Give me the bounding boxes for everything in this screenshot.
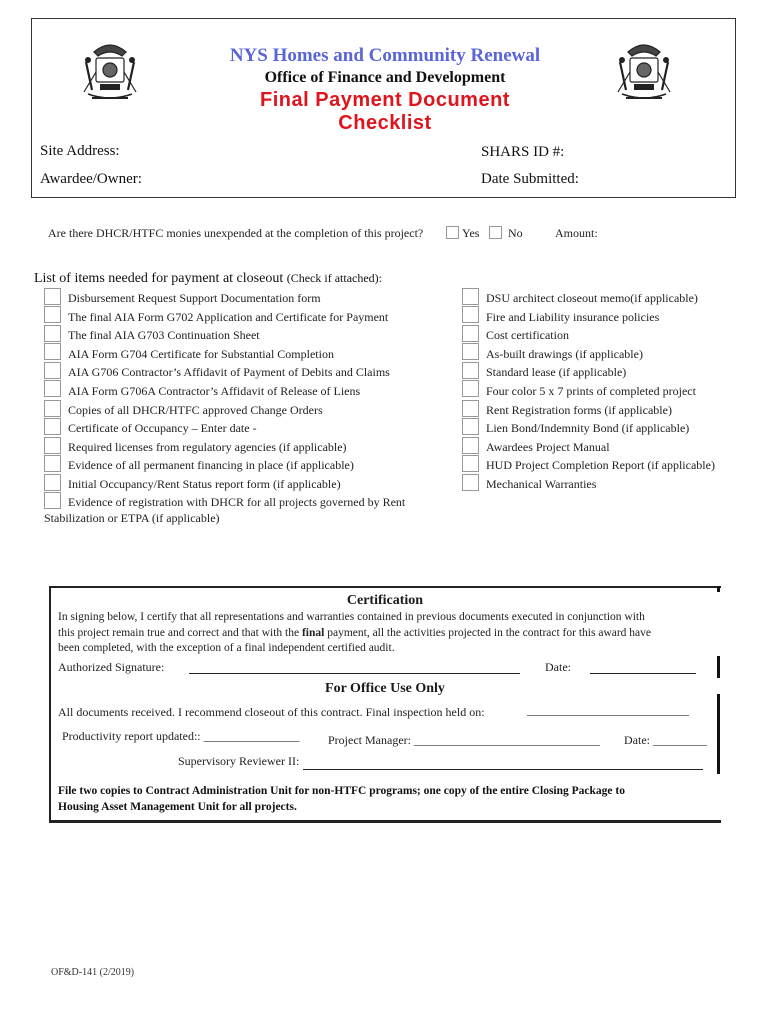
cert-right-edge-mid [717, 656, 720, 678]
left-item-label: Evidence of registration with DHCR for all projects governed by Rent [68, 495, 406, 509]
right-item-label: Four color 5 x 7 prints of completed project [486, 384, 696, 398]
left-item-label: AIA Form G704 Certificate for Substantial Completion [68, 347, 334, 361]
right-item-label: Awardees Project Manual [486, 440, 610, 454]
left-item-label: AIA Form G706A Contractor’s Affidavit of Release of Liens [68, 384, 361, 398]
items-list-heading-text: List of items needed for payment at closeout [34, 271, 284, 286]
cert-final-word: final [301, 626, 325, 639]
right-item-checkbox[interactable] [462, 418, 479, 435]
items-list-heading-note: (Check if attached): [286, 271, 383, 285]
left-item-label: Initial Occupancy/Rent Status report form (if applicable) [68, 477, 341, 491]
left-item-checkbox[interactable] [44, 380, 61, 397]
yes-label: Yes [462, 226, 480, 240]
certification-title: Certification [346, 593, 424, 608]
right-item-checkbox[interactable] [462, 400, 479, 417]
left-item-label: Evidence of all permanent financing in place (if applicable) [68, 458, 354, 472]
signature-line[interactable] [189, 673, 520, 674]
right-item-label: Fire and Liability insurance policies [486, 310, 660, 324]
right-item-checkbox[interactable] [462, 343, 479, 360]
cert-line-2a: this project remain true and correct and that with the [58, 626, 302, 639]
left-item-checkbox[interactable] [44, 474, 61, 491]
left-item-checkbox[interactable] [44, 325, 61, 342]
cert-line-1: In signing below, I certify that all representations and warranties contained in previous documents executed in conjunction with [58, 611, 645, 623]
form-id: OF&D-141 (2/2019) [51, 967, 135, 978]
cert-date-line[interactable] [590, 673, 696, 674]
left-item-checkbox[interactable] [44, 343, 61, 360]
left-item-label: The final AIA Form G702 Application and Certificate for Payment [68, 310, 389, 324]
right-item-label: As-built drawings (if applicable) [486, 347, 643, 361]
left-item-label-continuation: Stabilization or ETPA (if applicable) [44, 511, 220, 525]
right-item-label: Lien Bond/Indemnity Bond (if applicable) [486, 421, 690, 435]
right-item-label: Standard lease (if applicable) [486, 365, 627, 379]
right-item-label: Cost certification [486, 328, 569, 342]
left-item-label: Certificate of Occupancy – Enter date - [68, 421, 257, 435]
right-item-label: Mechanical Warranties [486, 477, 597, 491]
right-item-checkbox[interactable] [462, 437, 479, 454]
left-item-checkbox[interactable] [44, 306, 61, 323]
agency-title: NYS Homes and Community Renewal [229, 45, 541, 66]
supervisory-reviewer-label: Supervisory Reviewer II: [178, 754, 300, 768]
right-item-checkbox[interactable] [462, 474, 479, 491]
left-item-label: Copies of all DHCR/HTFC approved Change Orders [68, 403, 323, 417]
certification-text [58, 610, 716, 657]
left-item-checkbox[interactable] [44, 455, 61, 472]
right-item-checkbox[interactable] [462, 325, 479, 342]
office-date-field[interactable]: Date: _________ [624, 733, 707, 747]
right-item-label: HUD Project Completion Report (if applicable) [486, 458, 715, 472]
right-item-checkbox[interactable] [462, 288, 479, 305]
amount-label: Amount: [555, 226, 598, 240]
supervisory-reviewer-line[interactable] [303, 769, 703, 770]
right-item-label: DSU architect closeout memo(if applicable) [486, 291, 698, 305]
cert-right-edge-low [717, 694, 720, 774]
date-submitted-label: Date Submitted: [481, 171, 579, 187]
left-item-label: Disbursement Request Support Documentation form [68, 291, 321, 305]
left-item-label: The final AIA G703 Continuation Sheet [68, 328, 260, 342]
project-manager-field[interactable]: Project Manager: _______________________________ [328, 733, 600, 747]
filing-instructions [58, 784, 712, 815]
left-item-checkbox[interactable] [44, 362, 61, 379]
final-inspection-blank[interactable]: ___________________________ [527, 703, 689, 717]
unexpended-monies-question: Are there DHCR/HTFC monies unexpended at the completion of this project? [48, 226, 424, 240]
filing-instructions-line2: Housing Asset Management Unit for all projects. [58, 800, 297, 813]
right-item-checkbox[interactable] [462, 306, 479, 323]
cert-date-label: Date: [545, 660, 571, 674]
left-item-checkbox[interactable] [44, 437, 61, 454]
right-item-checkbox[interactable] [462, 362, 479, 379]
shars-id-label: SHARS ID #: [481, 144, 565, 160]
left-item-label: Required licenses from regulatory agencies (if applicable) [68, 440, 347, 454]
left-item-checkbox[interactable] [44, 492, 61, 509]
filing-instructions-line1: File two copies to Contract Administration Unit for non-HTFC programs; one copy of the entire Closing Package to [58, 785, 625, 797]
no-label: No [508, 226, 523, 240]
cert-line-3: been completed, with the exception of a final independent certified audit. [58, 642, 395, 654]
left-item-label: AIA G706 Contractor’s Affidavit of Payment of Debits and Claims [68, 365, 390, 379]
cert-right-edge-top [717, 586, 720, 592]
office-use-title: For Office Use Only [325, 681, 445, 696]
productivity-report-field[interactable]: Productivity report updated:: ________________ [62, 729, 300, 743]
right-item-checkbox[interactable] [462, 380, 479, 397]
all-documents-received-text: All documents received. I recommend closeout of this contract. Final inspection held on: [58, 705, 485, 719]
site-address-label: Site Address: [40, 143, 120, 159]
office-title: Office of Finance and Development [264, 69, 506, 86]
document-title-line2: Checklist [338, 112, 432, 134]
cert-line-2 [58, 626, 716, 642]
left-item-checkbox[interactable] [44, 400, 61, 417]
document-title-line1: Final Payment Document [260, 89, 510, 111]
left-item-checkbox[interactable] [44, 288, 61, 305]
authorized-signature-label: Authorized Signature: [58, 660, 165, 674]
right-item-checkbox[interactable] [462, 455, 479, 472]
yes-checkbox[interactable] [446, 226, 459, 239]
left-item-checkbox[interactable] [44, 418, 61, 435]
right-item-label: Rent Registration forms (if applicable) [486, 403, 672, 417]
awardee-owner-label: Awardee/Owner: [40, 171, 142, 187]
cert-line-2b: payment, all the activities projected in the contract for this award have [324, 626, 652, 639]
items-list-heading [34, 271, 382, 287]
no-checkbox[interactable] [489, 226, 502, 239]
